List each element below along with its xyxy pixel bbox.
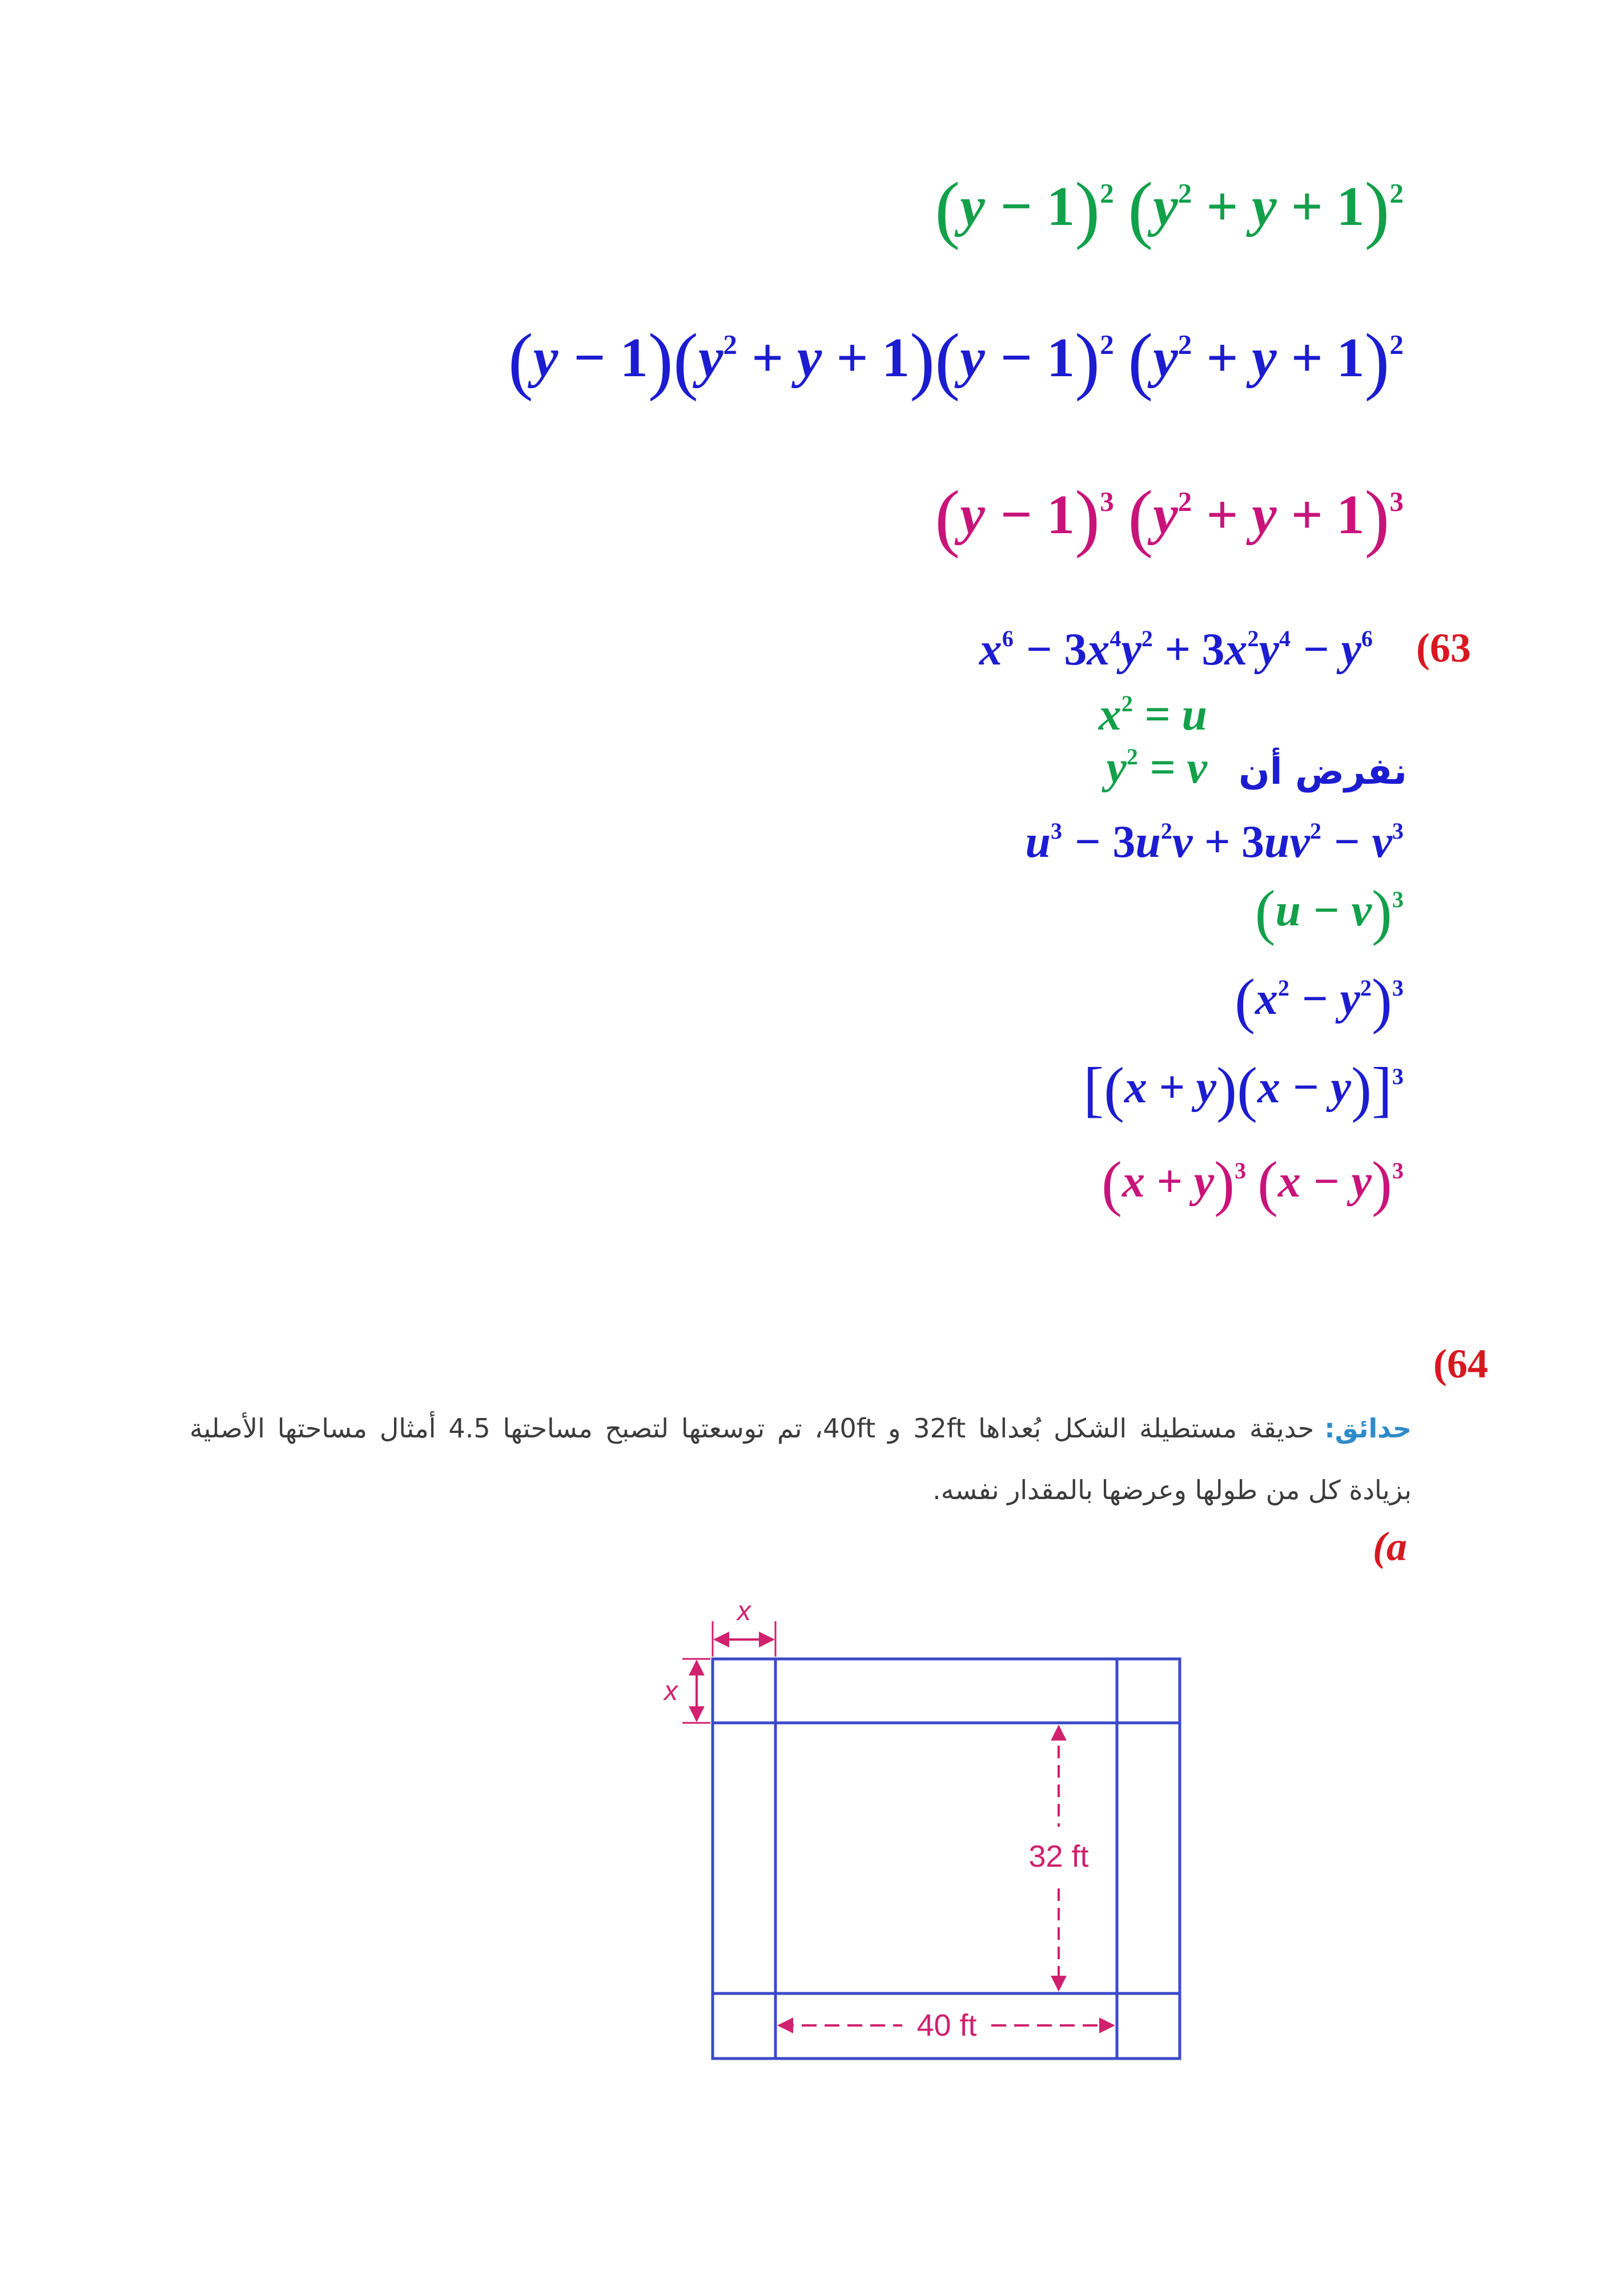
height-label: 32 ft <box>1028 1839 1089 1874</box>
assume-label: نفرض أن <box>1239 751 1407 793</box>
substitution-u: $x^2 = u$ <box>1098 690 1207 740</box>
width-label: 40 ft <box>916 2008 977 2043</box>
cube-x2-minus-y2: $(x^2 - y^2)^3$ <box>1235 967 1404 1035</box>
outer-rectangle <box>713 1659 1180 2059</box>
problem-64-text <box>190 1397 1412 1521</box>
part-a-label: (a <box>1373 1524 1407 1569</box>
x-label-left: x <box>664 1676 678 1706</box>
problem-64-number: (64 <box>1433 1341 1488 1387</box>
final-factorization: $(x + y)^3$ $(x - y)^3$ <box>1102 1150 1404 1218</box>
garden-figure <box>651 1587 1199 2086</box>
bracket-product-cubed: $[(x + y)(x - y)]^3$ <box>1083 1056 1404 1123</box>
problem-63-expression: $x^6 - 3x^4y^2 + 3x^2y^4 - y^6$ <box>979 625 1373 675</box>
topic-word: حدائق: <box>1324 1413 1412 1444</box>
substitution-v: $y^2 = v$ <box>1106 743 1207 793</box>
math-line-1: $(y - 1)^2$ $(y^2 + y + 1)^2$ <box>935 167 1404 251</box>
garden-diagram <box>651 1587 1199 2084</box>
substituted-expression: $u^3 - 3u^2v + 3uv^2 - v^3$ <box>1025 817 1404 867</box>
cube-u-minus-v: $(u - v)^3$ <box>1255 879 1404 946</box>
x-label-top: x <box>737 1596 751 1626</box>
problem-64-body: حديقة مستطيلة الشكل بُعداها 32ft و 40ft، تم توسعتها لتصبح مساحتها 4.5 أمثال مساحتها الأصلية بزيادة كل من طولها وعرضها بالمقدار نفسه. <box>190 1413 1412 1505</box>
math-line-2: $(y - 1)(y^2 + y + 1)(y - 1)^2$ $(y^2 + y + 1)^2$ <box>508 318 1404 402</box>
math-line-3: $(y - 1)^3$ $(y^2 + y + 1)^3$ <box>935 475 1404 559</box>
problem-63-number: (63 <box>1416 625 1471 671</box>
